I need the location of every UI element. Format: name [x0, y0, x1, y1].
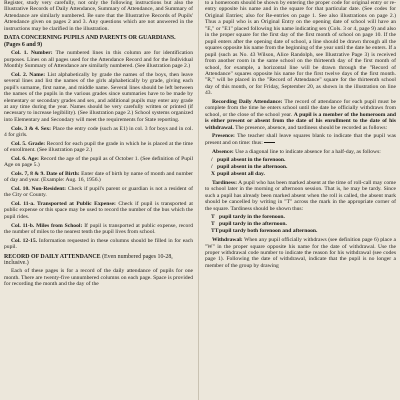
instruction-text: Record the age of the pupil as of October 1. (See definition of Pupil Age on page 5.): [4, 155, 193, 169]
tardy-mark-icon: T: [211, 214, 215, 221]
instruction-text: Enter date of birth by name of month and number of day and year. (Example: Aug. 16, 1956.): [4, 170, 193, 184]
tardiness-code-text: pupil tardy in the afternoon.: [219, 221, 287, 228]
instruction-label: Col. 11-a. Transported at Public Expense:: [11, 201, 116, 207]
diagonal-mark-icon: /: [211, 164, 213, 171]
recording-label: Recording Daily Attendance:: [212, 98, 283, 105]
tardiness-code-line: [211, 221, 396, 227]
pupils-section-heading: DATA CONCERNING PUPILS AND PARENTS OR GUARDIANS. (Pages 6 and 9): [4, 35, 176, 48]
instruction-item: [4, 201, 193, 220]
instruction-item: [4, 156, 193, 169]
daily-attendance-note: (Even numbered pages 10-28, inclusive.): [4, 253, 173, 266]
instruction-item: [4, 223, 193, 236]
instruction-text: Information requested in these columns should be filled in for each pupil.: [4, 237, 193, 251]
blank-square-icon: [264, 142, 275, 143]
absence-code-text: pupil absent in the forenoon.: [217, 157, 286, 164]
instruction-item: [4, 50, 193, 69]
absence-code-line: [211, 171, 396, 177]
instruction-text: If pupil is transported at public expense, record the number of miles to the nearest tenth the pupil lives from school.: [4, 222, 193, 235]
presence-text: The teacher shall leave squares blank to indicate that the pupil was present and on time: thus:: [205, 133, 396, 146]
instruction-label: Col. 6. Age:: [11, 155, 39, 162]
instruction-label: Col. 1. Number:: [11, 50, 53, 57]
absence-code-text: pupil absent all day.: [217, 171, 265, 178]
recording-text: The record of attendance for each pupil must be complete from the time he enters school until the date he officially withdraws from school, or the close of the school year.: [205, 98, 396, 118]
tardiness-code-line: [211, 214, 396, 220]
absence-code-text: pupil absent in the afternoon.: [217, 164, 288, 171]
tardiness-text: A pupil who has been marked absent at the time of roll-call may come to school later in the morning or afternoon session. That is, he may be tardy. Since such a pupil has already been marked absent when the roll is called, the absent mark should be cancelled by writing in "T" across the mark in the appropriate corner of the square. Tardiness should be shown thus:: [205, 179, 396, 212]
instruction-item: [4, 186, 193, 199]
tardiness-code-text: pupil tardy both forenoon and afternoon.: [219, 228, 318, 235]
tardiness-paragraph: [205, 180, 396, 212]
withdrawal-paragraph: [205, 237, 396, 269]
instruction-item: [4, 141, 193, 154]
withdrawal-text: When any pupil officially withdraws (see definition page 6) place a "W" in the proper square opposite his name for the date of withdrawal. Use the proper withdrawal code number to indicate the reason for his withdrawal (see codes page 1). Following the date of withdrawal, indicate that the pupil is no longer a member of the group by drawing: [205, 237, 396, 269]
instruction-label: Col. 11-b. Miles from School:: [11, 222, 83, 229]
instruction-label: Col. 12-15.: [11, 237, 38, 244]
cross-mark-icon: X: [211, 171, 216, 178]
tardy-mark-icon: T: [211, 221, 215, 228]
recording-bold-text: A pupil is a member of the homeroom and is either present or absent from the date of his enrollment to the date of his withdrawal.: [205, 111, 396, 131]
absence-text: Use a diagonal line to indicate absence for a half-day, as follows:: [235, 148, 381, 155]
presence-label: Presence:: [212, 133, 235, 140]
presence-paragraph: [205, 133, 396, 146]
left-column: [4, 0, 193, 400]
instruction-label: Cols. 7, 8 & 9. Date of Birth:: [11, 170, 80, 177]
instruction-label: Cols. 3 & 4. Sex:: [11, 125, 52, 132]
instruction-text: List alphabetically by grade the names of the boys, then leave several lines and list the names of the girls alphabetically by grade, giving each pupil's surname, first name, and middle name. Several lines should be left between the names of the pupils in the various grades since summaries have to be made by elementary or secondary grades and sex, and additional pupils may enter any grade at any time during the year. Names should be very carefully written or printed (if necessary to increase legibility). (See illustration page 2.) School systems organized into Elementary and Secondary will meet the requirements for State reporting.: [4, 71, 193, 123]
tardy-mark-icon: TT: [211, 228, 219, 235]
recording-tail: The presence, absence, and tardiness should be recorded as follows:: [235, 124, 388, 131]
instruction-item: [4, 171, 193, 184]
instruction-item: [4, 72, 193, 124]
recording-paragraph: [205, 99, 396, 131]
right-column: [205, 0, 396, 400]
instruction-text: Record for each pupil the grade in which he is placed at the time of enrollment. (See illustration page 2.): [4, 140, 193, 154]
instruction-label: Col. 10. Non-Resident:: [11, 185, 67, 192]
entries-paragraph: to a homeroom should be shown by entering the proper code for original entry or re-entry opposite his name and in the square for that particular date. (See codes for Original Entries; also for Re-entries on page 1. See also illustrations on page 2.) Thus a pupil who is an Original Entry on the opening date of school will have an "E," or "E1" placed following his name indicating sex (Cols. 3 or 4, page 9) and also in the proper square for the first day of the first month of school on page 10. If the pupil enters after the opening date of school, a line should be drawn through all the squares opposite his name from the beginning of the year until the date he enters. If a pupil (such as No. 43 Wilson, Alice Randolph, see Illustrative Page 3) is received from another room in the same school on the thirteenth day of the first month of school, for example, a horizontal line will be drawn through the "Record of Attendance" squares opposite his name for the first twelve days of the first month. "R," will be placed in the "Record of Attendance" square for the thirteenth school day of this month, or for Friday, September 20, as shown in the illustration on line 43.: [205, 0, 396, 97]
daily-attendance-paragraph: Each of these pages is for a record of the daily attendance of pupils for one month. There are twenty-five unnumbered columns on each page. Space is provided for recording the month and the day of the: [4, 268, 193, 288]
intro-paragraph: Register, study very carefully, not only the following instructions but also the Illustrative Records of Daily Attendance, Summary of Attendance, and Summary of Attendance are similarly numbered. Be sure that the Illustrative Records of Pupils' Attendance given on pages 2 and 3. Any questions which are not answered in the instructions may be clarified in the illustration.: [4, 0, 193, 32]
instruction-item: [4, 126, 193, 139]
diagonal-mark-icon: /: [211, 157, 213, 164]
instruction-text: Check if pupil's parent or guardian is not a resident of the City or County.: [4, 185, 193, 199]
absence-label: Absence:: [212, 148, 234, 155]
instruction-text: Check if pupil is transported at public expense or this space may be used to record the number of the bus which the pupil rides.: [4, 201, 193, 220]
instruction-label: Col. 2. Name:: [11, 71, 46, 78]
instruction-text: Place the entry code (such as E1) in col. 3 for boys and in col. 4 for girls.: [4, 125, 193, 138]
column-instructions: [4, 50, 193, 250]
tardiness-code-text: pupil tardy in the forenoon.: [219, 214, 285, 221]
absence-code-line: [211, 164, 396, 170]
instruction-text: The numbered lines in this column are for identification purposes. Lines on all pages used for the Attendance Record and for the Individual Monthly Summary of Attendance are similarly numbered. (See illustration page 2.): [4, 50, 193, 70]
daily-attendance-heading: [4, 254, 193, 267]
absence-paragraph: [205, 149, 396, 155]
absence-code-line: [211, 157, 396, 163]
instruction-label: Col. 5. Grade:: [11, 140, 46, 147]
tardiness-label: Tardiness:: [212, 179, 237, 186]
instruction-item: [4, 238, 193, 251]
daily-attendance-title: RECORD OF DAILY ATTENDANCE: [4, 253, 101, 260]
column-divider: [198, 0, 199, 400]
withdrawal-label: Withdrawal:: [212, 237, 243, 244]
tardiness-code-line: [211, 228, 396, 234]
